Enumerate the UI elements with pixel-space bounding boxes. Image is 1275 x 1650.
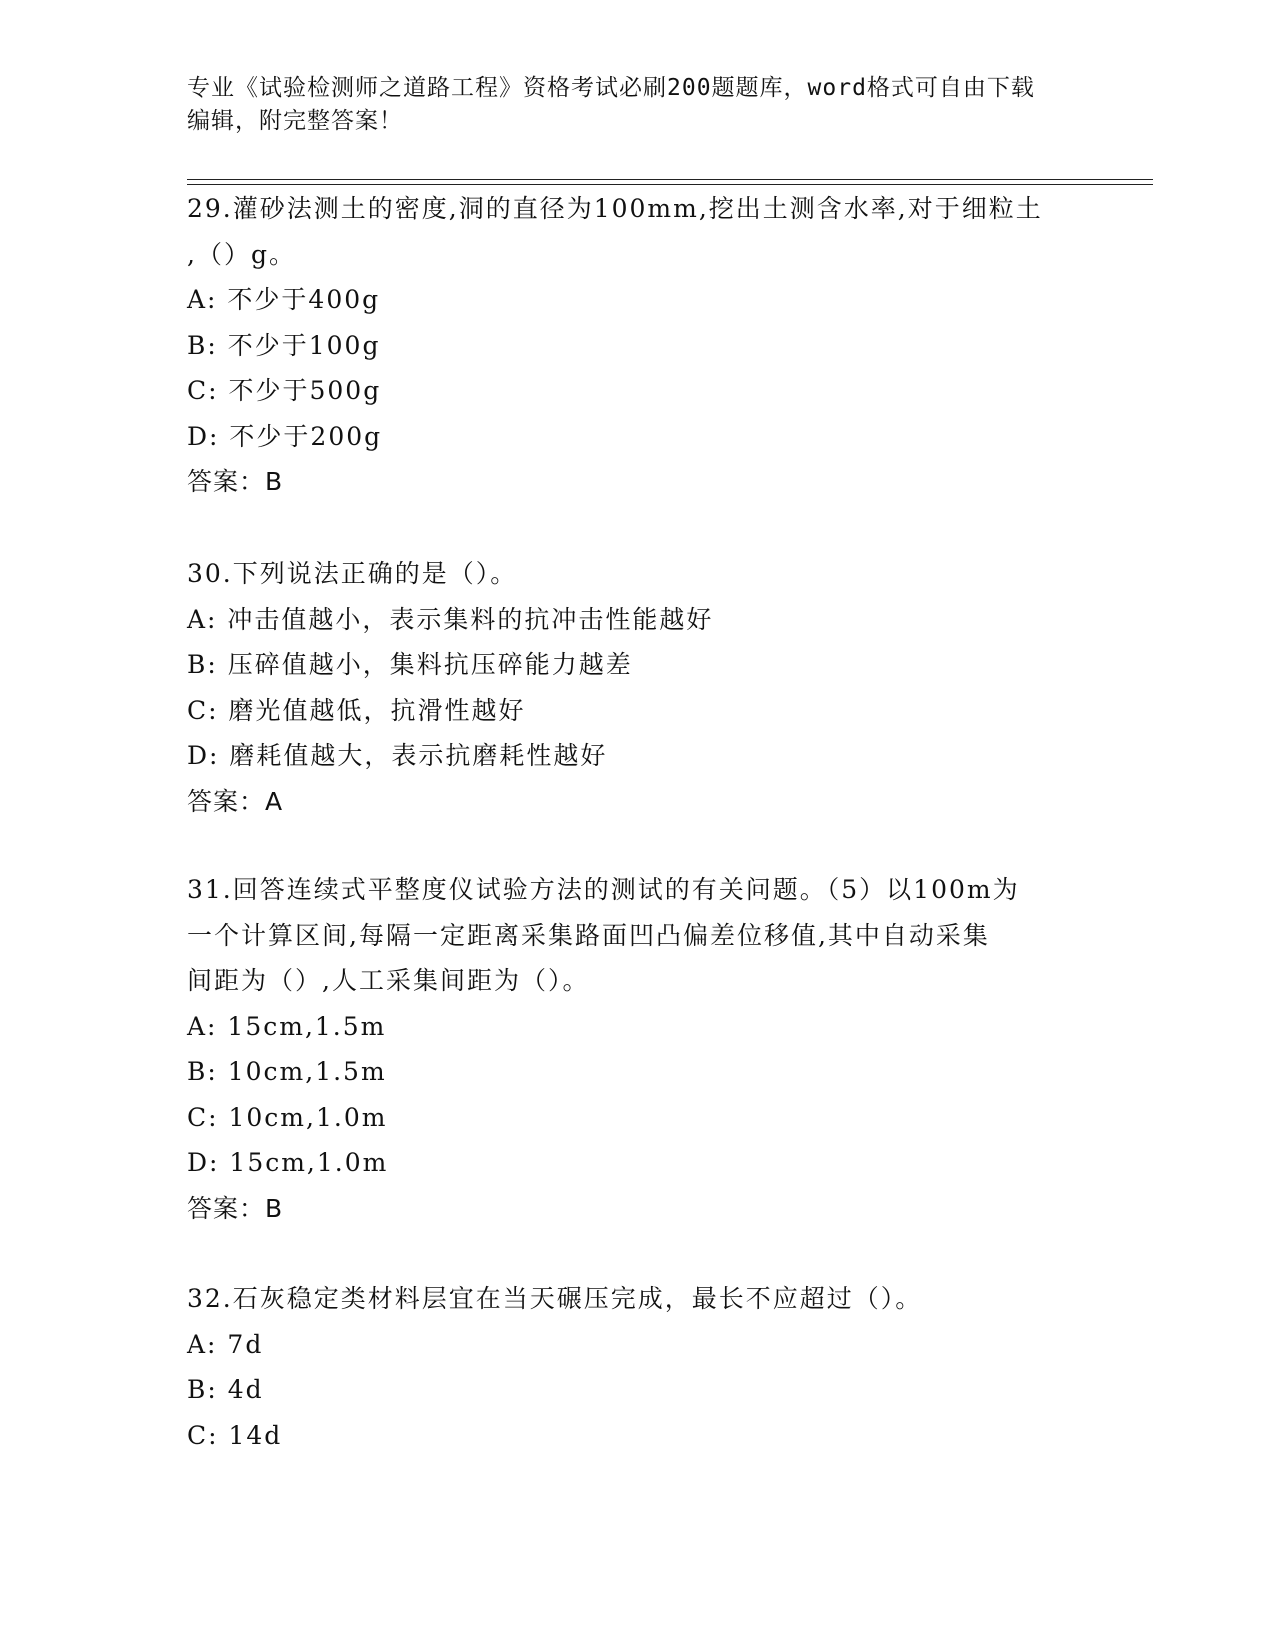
option-a: A: 冲击值越小，表示集料的抗冲击性能越好 (187, 604, 714, 634)
question-29 (187, 186, 1087, 505)
question-stem-line: 29.灌砂法测土的密度,洞的直径为100mm,挖出土测含水率,对于细粒土 (187, 194, 1043, 223)
question-30 (187, 551, 1087, 824)
option-d: D: 不少于200g (187, 421, 383, 451)
header-line-1: 专业《试验检测师之道路工程》资格考试必刷200题题库，word格式可自由下载 (187, 75, 1035, 101)
document-header (187, 72, 1087, 138)
question-stem-line: 32.石灰稳定类材料层宜在当天碾压完成，最长不应超过（）。 (187, 1284, 923, 1313)
header-divider-bottom (187, 184, 1153, 185)
question-31 (187, 867, 1087, 1231)
question-stem-line: 一个计算区间,每隔一定距离采集路面凹凸偏差位移值,其中自动采集 (187, 920, 990, 950)
option-a: A: 7d (187, 1329, 264, 1359)
question-stem-line: ,（）g。 (187, 239, 296, 269)
option-b: B: 10cm,1.5m (187, 1057, 387, 1086)
question-32 (187, 1276, 1087, 1458)
option-a: A: 不少于400g (187, 285, 381, 314)
question-stem-line: 间距为（）,人工采集间距为（）。 (187, 966, 590, 995)
question-stem-line: 30.下列说法正确的是（）。 (187, 559, 518, 588)
option-a: A: 15cm,1.5m (187, 1011, 387, 1041)
option-c: C: 10cm,1.0m (187, 1102, 388, 1132)
question-stem-line: 31.回答连续式平整度仪试验方法的测试的有关问题。（5）以100m为 (187, 875, 1020, 904)
answer: 答案：A (187, 786, 284, 816)
option-b: B: 不少于100g (187, 330, 381, 360)
option-d: D: 磨耗值越大，表示抗磨耗性越好 (187, 741, 608, 770)
option-b: B: 压碎值越小，集料抗压碎能力越差 (187, 650, 633, 679)
header-divider-top (187, 179, 1153, 180)
answer: 答案：B (187, 1193, 284, 1223)
option-c: C: 磨光值越低，抗滑性越好 (187, 695, 526, 725)
option-c: C: 不少于500g (187, 376, 382, 405)
option-b: B: 4d (187, 1375, 264, 1404)
option-c: C: 14d (187, 1420, 283, 1450)
option-d: D: 15cm,1.0m (187, 1148, 389, 1177)
header-line-2: 编辑，附完整答案！ (187, 108, 403, 134)
answer: 答案：B (187, 467, 284, 496)
